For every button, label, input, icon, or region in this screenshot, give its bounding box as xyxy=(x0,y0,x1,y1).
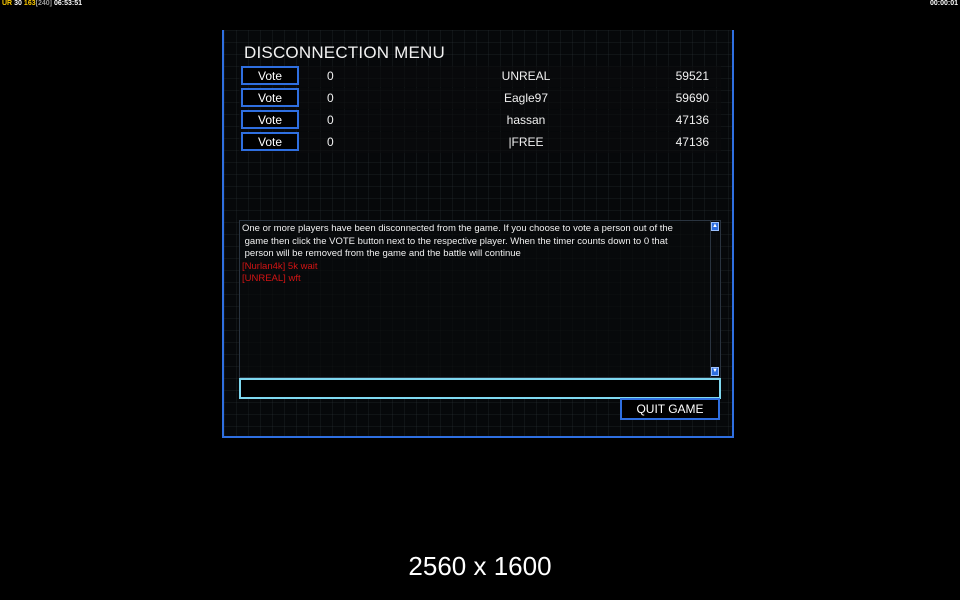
hud-fps: 30 xyxy=(14,0,22,7)
player-name: Eagle97 xyxy=(503,91,549,105)
vote-count: 0 xyxy=(327,91,334,105)
hud-ping-max: [240] xyxy=(35,0,52,7)
menu-title: DISCONNECTION MENU xyxy=(244,43,445,62)
message-log[interactable] xyxy=(239,220,721,378)
player-name: |FREE xyxy=(508,135,544,149)
hud-tag: UR xyxy=(2,0,13,7)
player-row xyxy=(239,110,721,131)
info-line: game then click the VOTE button next to the respective player. When the timer counts down to 0 that xyxy=(242,235,668,247)
player-score: 59690 xyxy=(675,91,709,105)
disconnection-menu-panel xyxy=(222,30,734,438)
player-score: 47136 xyxy=(675,135,709,149)
scroll-up-icon[interactable]: ▲ xyxy=(712,223,718,229)
player-score: 59521 xyxy=(675,69,709,83)
player-score: 47136 xyxy=(675,113,709,127)
player-row xyxy=(239,88,721,109)
resolution-label: 2560 x 1600 xyxy=(408,551,552,581)
hud-ping: 163 xyxy=(23,0,36,7)
vote-button[interactable]: Vote xyxy=(241,66,299,85)
message-scrollbar[interactable] xyxy=(710,221,720,377)
quit-game-button[interactable]: QUIT GAME xyxy=(620,398,720,420)
vote-count: 0 xyxy=(327,113,334,127)
vote-button[interactable]: Vote xyxy=(241,132,299,151)
chat-line: [Nurlan4k] 5k wait xyxy=(242,260,318,272)
player-name: hassan xyxy=(506,113,546,127)
chat-line: [UNREAL] wft xyxy=(242,273,301,284)
chat-input[interactable] xyxy=(239,378,721,399)
game-timer: 00:00:01 xyxy=(929,0,958,7)
info-line: One or more players have been disconnected from the game. If you choose to vote a person out of the xyxy=(242,223,673,234)
hud-stats xyxy=(2,0,84,8)
hud-clock: 06:53:51 xyxy=(53,0,82,7)
vote-count: 0 xyxy=(327,135,334,149)
player-row xyxy=(239,66,721,87)
player-name: UNREAL xyxy=(501,69,551,83)
scroll-down-icon[interactable]: ▼ xyxy=(712,368,718,374)
message-text xyxy=(242,223,708,286)
player-row xyxy=(239,132,721,153)
vote-button[interactable]: Vote xyxy=(241,110,299,129)
vote-button[interactable]: Vote xyxy=(241,88,299,107)
vote-count: 0 xyxy=(327,69,334,83)
info-line: person will be removed from the game and the battle will continue xyxy=(242,248,521,259)
